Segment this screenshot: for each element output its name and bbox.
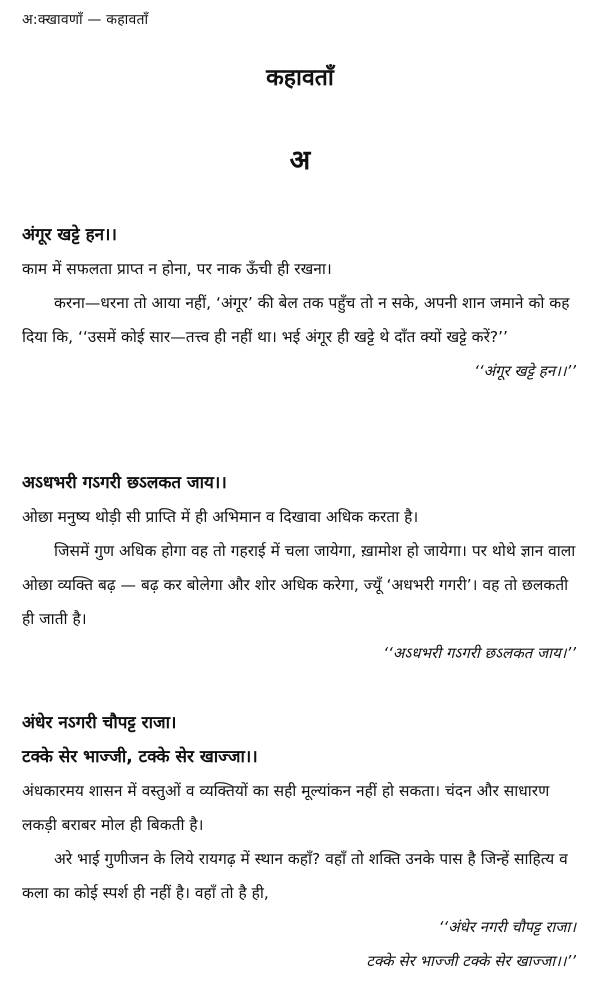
proverb-heading: अंगूर खट्टे हन।। (22, 225, 117, 245)
running-head: अ:क्खावणाँ — कहावताँ (22, 12, 149, 28)
proverb-explanation: करना—धरना तो आया नहीं, ‘अंगूर’ की बेल तक पहुँच तो न सके, अपनी शान जमाने को कह दिया कि, ‘‘उसमें कोई सार—तत्त्व ही नहीं था। भई अंगूर ही खट्टे थे दाँत क्यों खट्टे करें?’’ (22, 294, 570, 346)
proverb-meaning: अंधकारमय शासन में वस्तुओं व व्यक्तियों का सही मूल्यांकन नहीं हो सकता। चंदन और साधारण लकड़ी बराबर मोल ही बिकती है। (22, 782, 550, 834)
proverb-heading-line-2: टक्के सेर भाज्जी, टक्के सेर खाज्जा।। (22, 747, 258, 767)
proverb-heading: अंधेर नऽगरी चौपट्ट राजा। (22, 713, 177, 733)
proverb-explanation: अरे भाई गुणीजन के लिये रायगढ़ में स्थान कहाँ? वहाँ तो शक्ति उनके पास है जिन्हें साहित्य व कला का कोई स्पर्श ही नहीं है। वहाँ तो है ही, (22, 850, 568, 902)
proverb-entry (22, 706, 582, 978)
proverb-explanation: जिसमें गुण अधिक होगा वह तो गहराई में चला जायेगा, ख़ामोश हो जायेगा। पर थोथे ज्ञान वाला ओछा व्यक्ति बढ़ — बढ़ कर बोलेगा और शोर अधिक करेगा, ज्यूँ ‘अधभरी गगरी’। वह तो छलकती ही जाती है। (22, 542, 576, 628)
proverb-quote: ‘‘अऽधभरी गऽगरी छऽलकत जाय।’’ (383, 644, 576, 662)
proverb-quote: ‘‘अंधेर नगरी चौपट्ट राजा। (438, 918, 576, 936)
proverb-quote-line-2: टक्के सेर भाज्जी टक्के सेर खाज्जा।।’’ (366, 952, 576, 970)
proverb-entry (22, 218, 582, 388)
proverb-heading: अऽधभरी गऽगरी छऽलकत जाय।। (22, 473, 227, 493)
proverb-meaning: ओछा मनुष्य थोड़ी सी प्राप्ति में ही अभिमान व दिखावा अधिक करता है। (22, 508, 419, 526)
proverb-entry (22, 466, 582, 670)
proverb-quote: ‘‘अंगूर खट्टे हन।।’’ (474, 362, 576, 380)
proverb-meaning: काम में सफलता प्राप्त न होना, पर नाक ऊँची ही रखना। (22, 260, 332, 278)
page-title: कहावताँ (266, 65, 334, 91)
section-letter: अ (289, 145, 311, 176)
